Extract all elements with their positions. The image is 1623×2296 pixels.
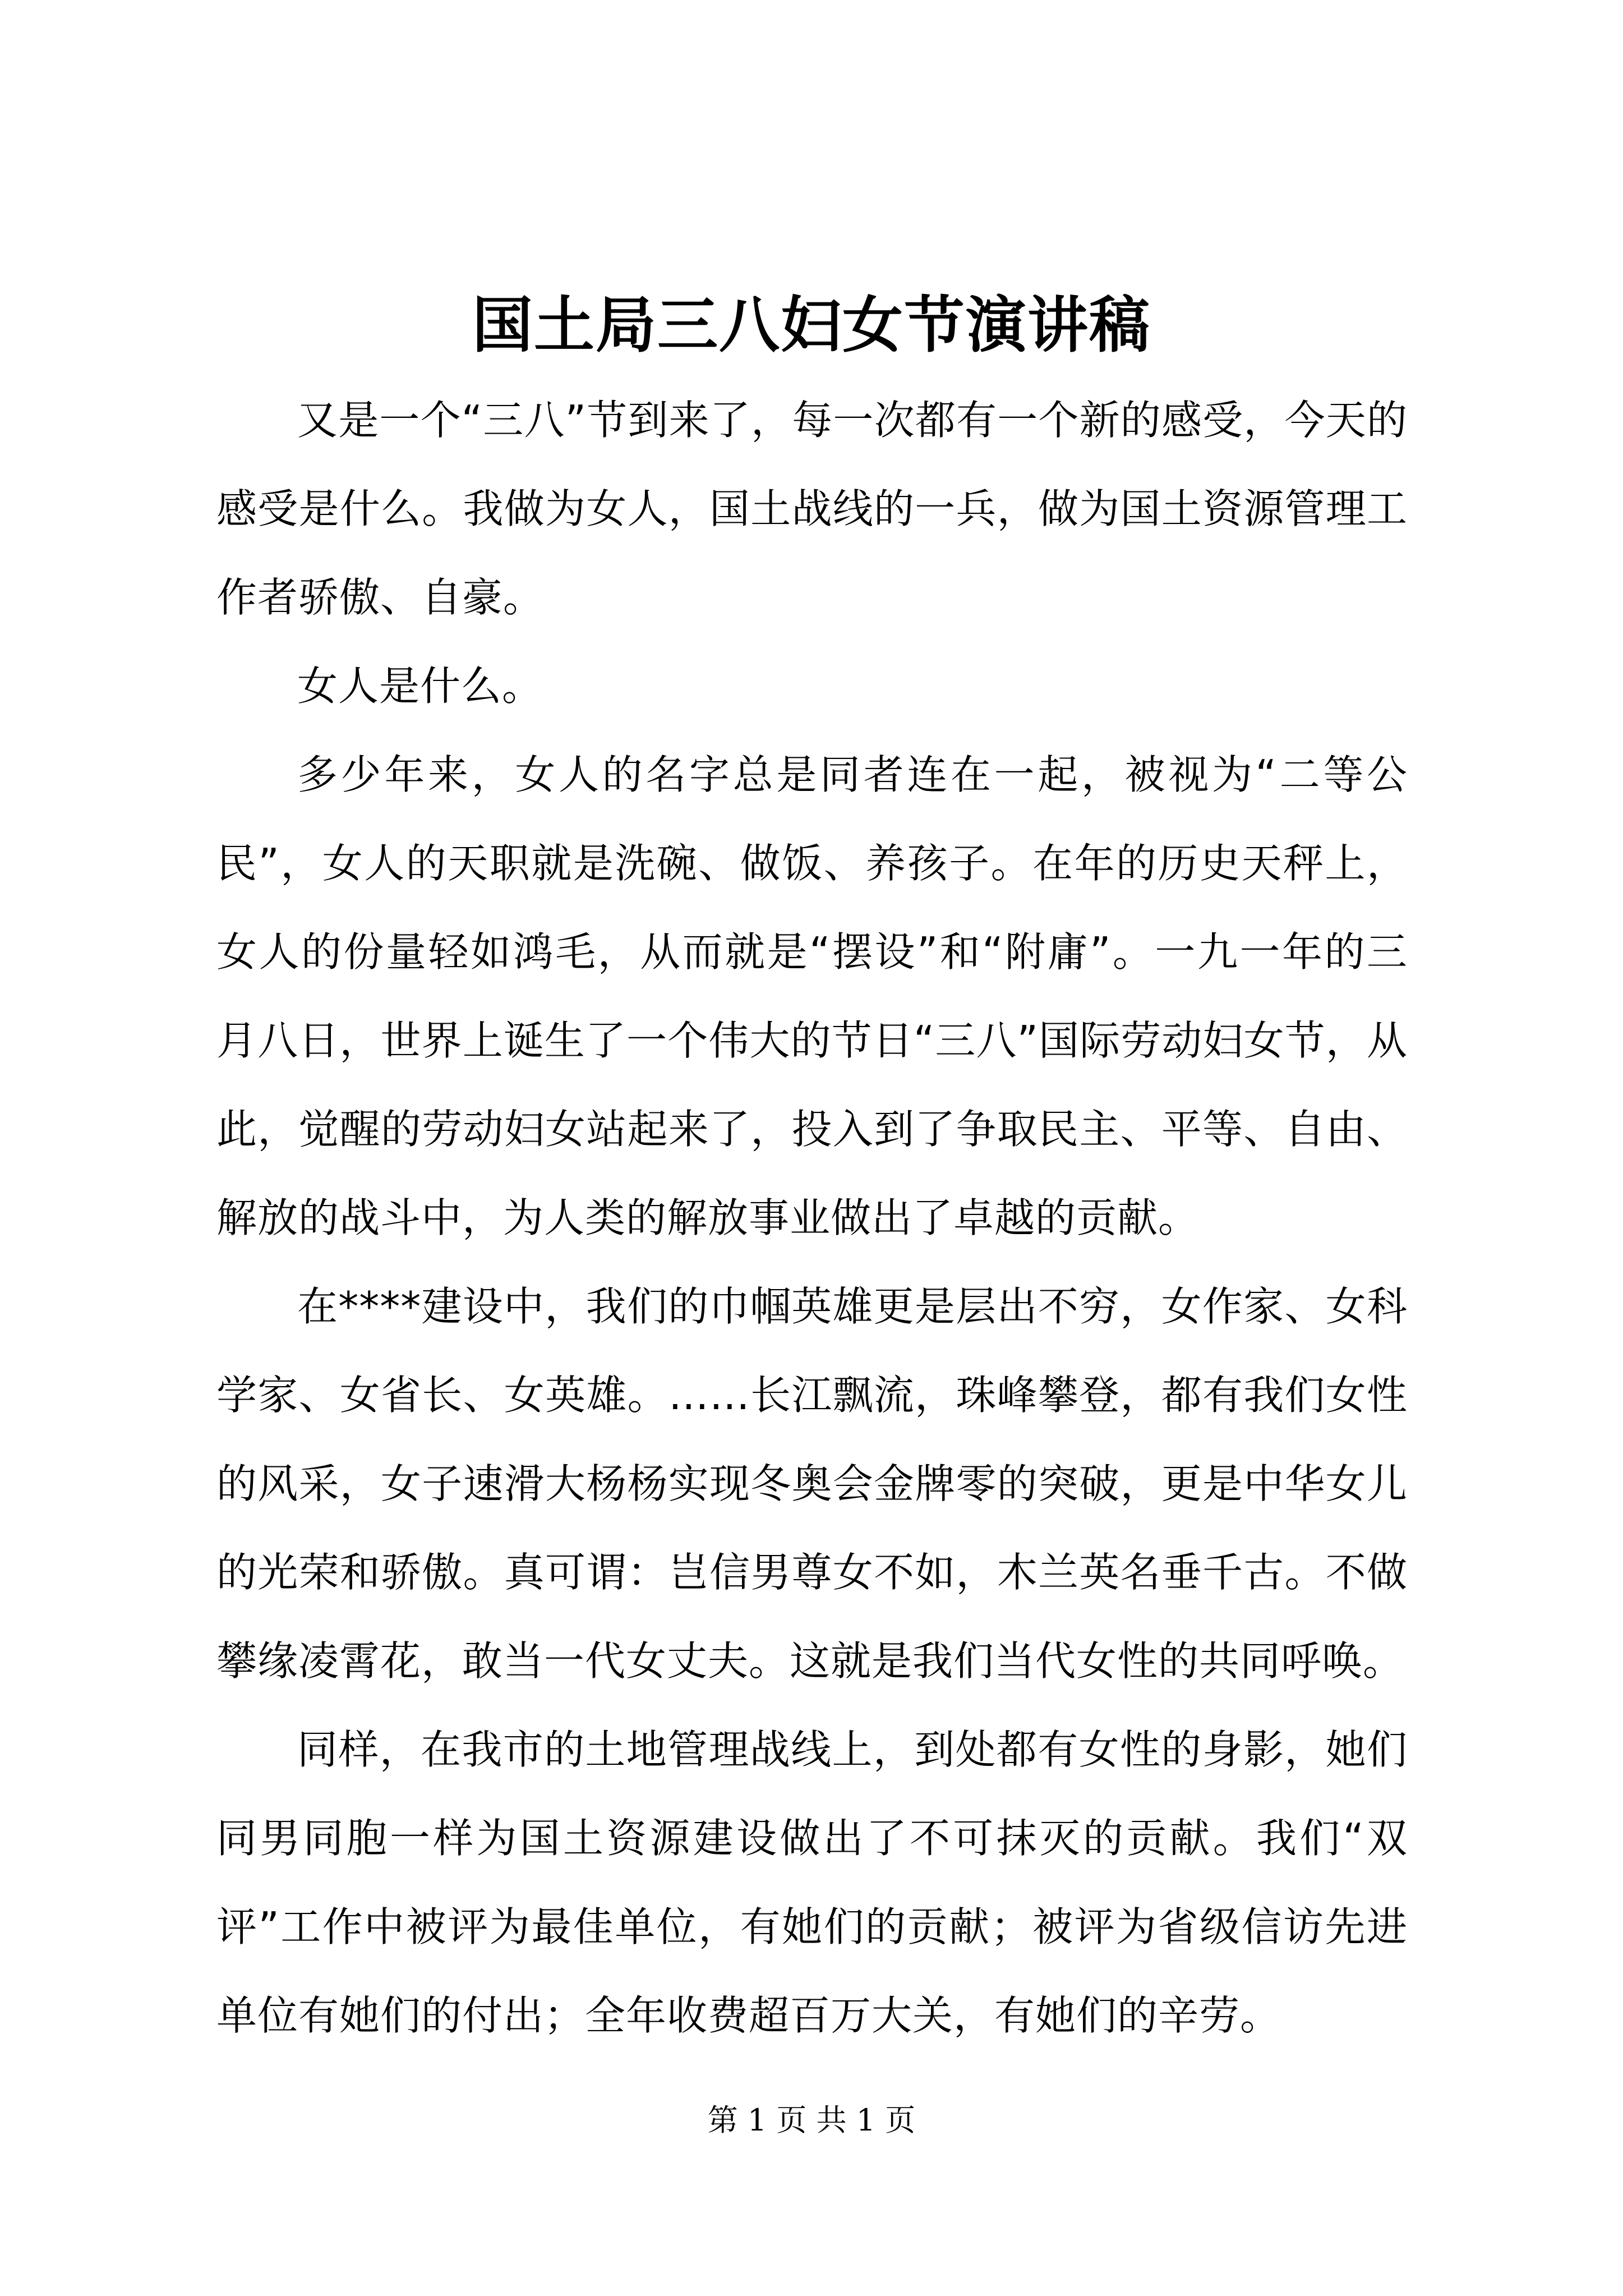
paragraph-5: 同样，在我市的土地管理战线上，到处都有女性的身影，她们同男同胞一样为国土资源建设做出了不可抹灭的贡献。我们“双评”工作中被评为最佳单位，有她们的贡献；被评为省级信访先进单位有她们的付出；全年收费超百万大关，有她们的辛劳。: [216, 1726, 1408, 2039]
paragraph-1: 又是一个“三八”节到来了，每一次都有一个新的感受，今天的感受是什么。我做为女人，国土战线的一兵，做为国土资源管理工作者骄傲、自豪。: [216, 397, 1408, 621]
paragraph-3: 多少年来，女人的名字总是同者连在一起，被视为“二等公民”，女人的天职就是洗碗、做饭、养孩子。在年的历史天秤上，女人的份量轻如鸿毛，从而就是“摆设”和“附庸”。一九一年的三月八日，世界上诞生了一个伟大的节日“三八”国际劳动妇女节，从此，觉醒的劳动妇女站起来了，投入到了争取民主、平等、自由、解放的战斗中，为人类的解放事业做出了卓越的贡献。: [216, 751, 1408, 1241]
paragraph-2: 女人是什么。: [297, 662, 543, 710]
document-body: [216, 376, 1408, 2060]
paragraph-4: 在****建设中，我们的巾帼英雄更是层出不穷，女作家、女科学家、女省长、女英雄。……长江飘流，珠峰攀登，都有我们女性的风采，女子速滑大杨杨实现冬奥会金牌零的突破，更是中华女儿的光荣和骄傲。真可谓：岂信男尊女不如，木兰英名垂千古。不做攀缘凌霄花，敢当一代女丈夫。这就是我们当代女性的共同呼唤。: [216, 1283, 1408, 1685]
page-footer: 第 1 页 共 1 页: [707, 2102, 916, 2138]
document-title: 国土局三八妇女节演讲稿: [472, 290, 1151, 361]
